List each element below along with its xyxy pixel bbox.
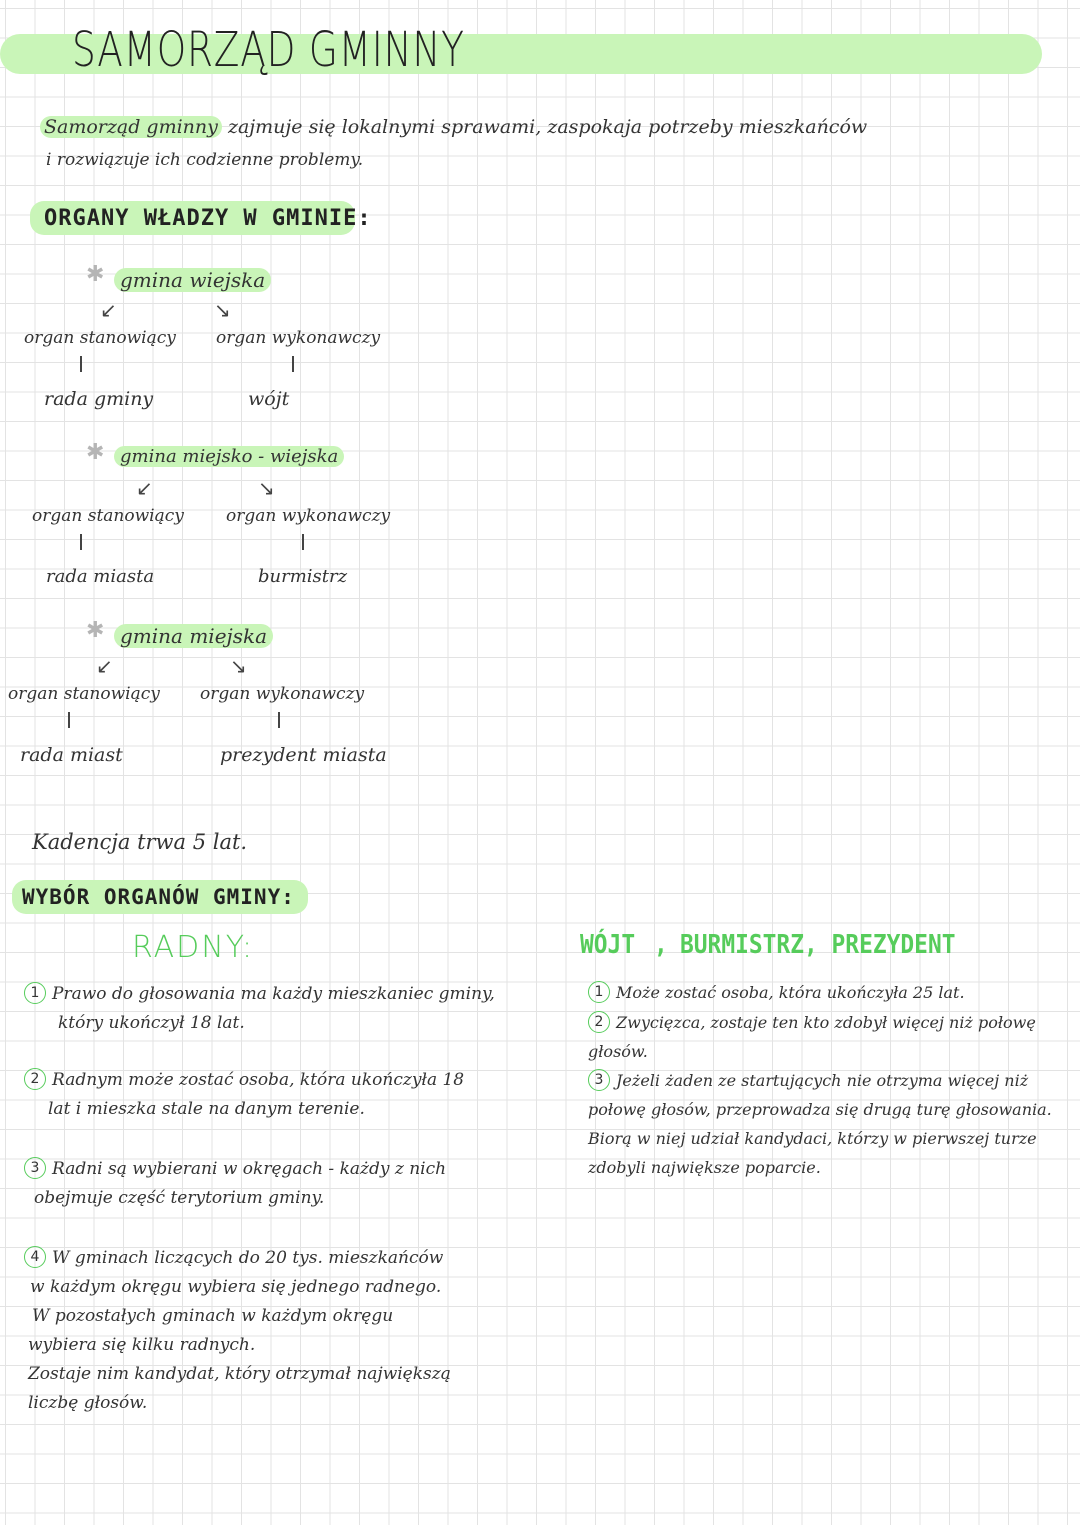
right-organ-value: burmistrz [258,566,348,587]
number-badge: 3 [24,1157,46,1179]
right-organ-label: organ wykonawczy [226,506,391,526]
arrow-down-right-icon: ↘ [230,654,247,678]
executive-item-3 [588,1066,1052,1182]
radny-heading: RADNY: [132,930,255,965]
radny-item-text: lat i mieszka stale na danym terenie. [48,1099,365,1119]
right-organ-value: prezydent miasta [220,744,387,766]
star-icon: ✱ [86,440,105,465]
gmina-type-name: gmina miejska [114,624,273,648]
radny-item-1 [24,980,495,1038]
right-organ-label: organ wykonawczy [216,328,381,348]
executive-item-text: Jeżeli żaden ze startujących nie otrzyma więcej niż [616,1071,1029,1090]
left-organ-label: organ stanowiący [8,684,160,704]
radny-item-text: Zostaje nim kandydat, który otrzymał największą [28,1364,451,1384]
election-heading: WYBÓR ORGANÓW GMINY: [22,885,295,909]
radny-item-3 [24,1155,446,1213]
radny-item-text: Radni są wybierani w okręgach - każdy z nich [52,1159,447,1179]
executive-item-text: połowę głosów, przeprowadza się drugą turę głosowania. [588,1100,1052,1119]
connector-line [80,534,82,550]
arrow-down-left-icon: ↙ [96,654,113,678]
executive-item-text: zdobyli największe poparcie. [588,1158,821,1177]
arrow-down-left-icon: ↙ [100,298,117,322]
radny-item-text: który ukończył 18 lat. [58,1013,245,1033]
number-badge: 2 [24,1068,46,1090]
radny-item-text: Radnym może zostać osoba, która ukończyła 18 [52,1070,465,1090]
arrow-down-right-icon: ↘ [214,298,231,322]
right-organ-value: wójt [248,388,290,410]
radny-item-text: Prawo do głosowania ma każdy mieszkaniec gminy, [52,984,495,1004]
left-organ-label: organ stanowiący [32,506,184,526]
number-badge: 2 [588,1011,610,1033]
left-organ-value: rada gminy [44,388,154,410]
intro-line-1-rest: zajmuje się lokalnymi sprawami, zaspokaja potrzeby mieszkańców [227,116,868,138]
radny-item-4 [24,1244,451,1418]
radny-item-text: w każdym okręgu wybiera się jednego radnego. [30,1277,442,1297]
gmina-type-name: gmina wiejska [114,268,271,292]
radny-item-text: W gminach liczących do 20 tys. mieszkańców [52,1248,444,1268]
left-organ-value: rada miasta [46,566,155,587]
left-organ-value: rada miast [20,744,123,766]
organs-heading: ORGANY WŁADZY W GMINIE: [44,206,372,231]
radny-item-text: wybiera się kilku radnych. [28,1335,256,1355]
executive-item-text: głosów. [588,1042,648,1061]
star-icon: ✱ [86,618,105,643]
gmina-type-name: gmina miejsko - wiejska [114,446,344,467]
connector-line [80,356,82,372]
executive-item-2 [588,1008,1036,1066]
executive-item-text: Zwycięzca, zostaje ten kto zdobył więcej niż połowę [616,1013,1036,1032]
executive-heading-sep: , [653,930,668,960]
connector-line [292,356,294,372]
intro-line-2: i rozwiązuje ich codzienne problemy. [46,150,364,170]
executive-item-1 [588,978,965,1007]
radny-item-text: obejmuje część terytorium gminy. [34,1188,325,1208]
term-note: Kadencja trwa 5 lat. [32,830,248,854]
executive-item-text: Biorą w niej udział kandydaci, którzy w pierwszej turze [588,1129,1037,1148]
executive-heading-part1: WÓJT [580,930,636,960]
executive-heading [580,930,994,960]
connector-line [68,712,70,728]
connector-line [302,534,304,550]
number-badge: 1 [588,981,610,1003]
right-organ-label: organ wykonawczy [200,684,365,704]
number-badge: 3 [588,1069,610,1091]
star-icon: ✱ [86,262,105,287]
intro-highlight: Samorząd gminny [40,116,222,138]
number-badge: 4 [24,1246,46,1268]
radny-item-text: liczbę głosów. [28,1393,148,1413]
left-organ-label: organ stanowiący [24,328,176,348]
page-title: SAMORZĄD GMINNY [72,22,465,78]
radny-item-text: W pozostałych gminach w każdym okręgu [32,1306,394,1326]
connector-line [278,712,280,728]
radny-item-2 [24,1066,464,1124]
executive-heading-part2: BURMISTRZ, PREZYDENT [680,930,956,960]
arrow-down-left-icon: ↙ [136,476,153,500]
number-badge: 1 [24,982,46,1004]
intro-line-1 [40,116,867,138]
executive-item-text: Może zostać osoba, która ukończyła 25 lat. [616,983,965,1002]
arrow-down-right-icon: ↘ [258,476,275,500]
